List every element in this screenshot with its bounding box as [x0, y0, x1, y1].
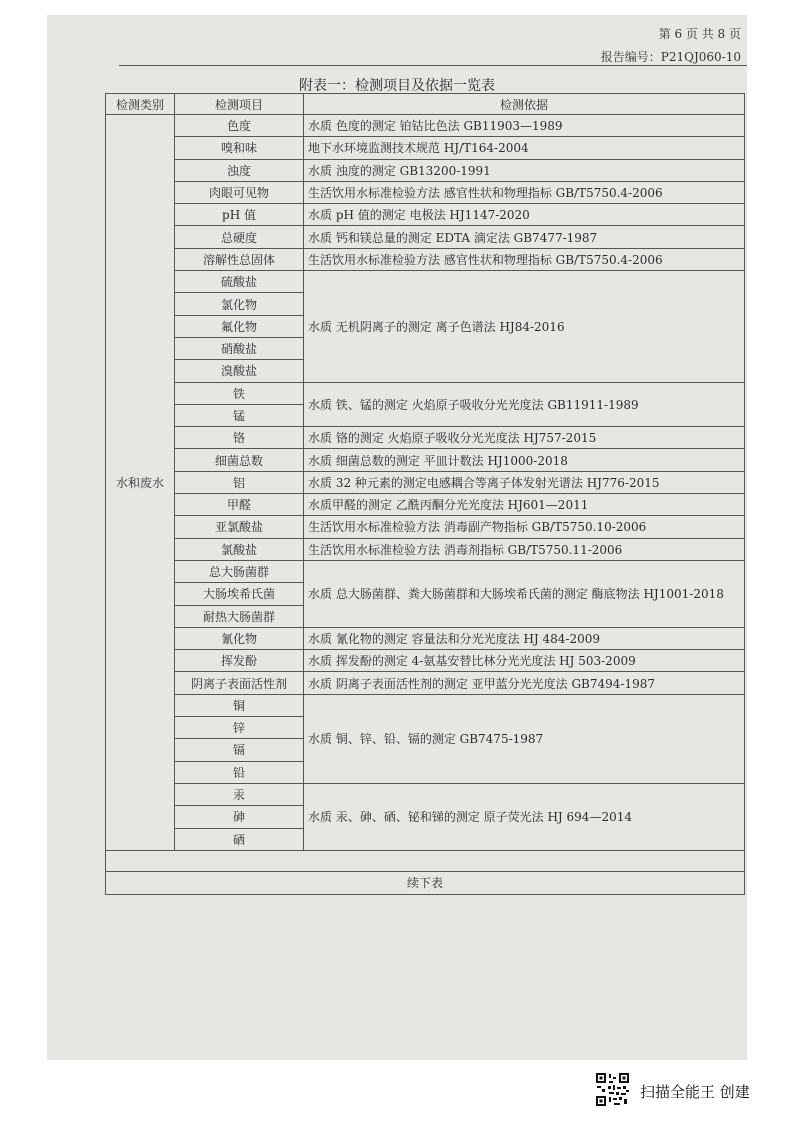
- basis-cell: 水质 阴离子表面活性剂的测定 亚甲蓝分光光度法 GB7494-1987: [304, 672, 745, 694]
- item-cell: 细菌总数: [175, 449, 304, 471]
- item-cell: 氰化物: [175, 627, 304, 649]
- basis-cell: 水质 铬的测定 火焰原子吸收分光光度法 HJ757-2015: [304, 427, 745, 449]
- table-row: [106, 650, 745, 672]
- basis-cell: 生活饮用水标准检验方法 消毒剂指标 GB/T5750.11-2006: [304, 538, 745, 560]
- item-cell: 总硬度: [175, 226, 304, 248]
- item-cell: 铝: [175, 471, 304, 493]
- table-title: 附表一：检测项目及依据一览表: [299, 78, 495, 94]
- basis-cell: 水质 挥发酚的测定 4-氨基安替比林分光光度法 HJ 503-2009: [304, 650, 745, 672]
- document-page: [47, 15, 747, 1060]
- item-cell: 铬: [175, 427, 304, 449]
- table-row: [106, 271, 745, 293]
- header-item: 检测项目: [175, 94, 304, 115]
- item-cell: 铅: [175, 761, 304, 783]
- table-row: [106, 226, 745, 248]
- item-cell: 大肠埃希氏菌: [175, 583, 304, 605]
- basis-cell: 水质 细菌总数的测定 平皿计数法 HJ1000-2018: [304, 449, 745, 471]
- table-row: [106, 181, 745, 203]
- item-cell: 砷: [175, 806, 304, 828]
- item-cell: 氯化物: [175, 293, 304, 315]
- item-cell: 浊度: [175, 159, 304, 181]
- qr-code-icon: [594, 1071, 631, 1108]
- item-cell: 挥发酚: [175, 650, 304, 672]
- item-cell: 锌: [175, 717, 304, 739]
- table-row: [106, 627, 745, 649]
- item-cell: 溶解性总固体: [175, 248, 304, 270]
- table-row: [106, 382, 745, 404]
- table-body: [106, 115, 745, 895]
- table-row: [106, 783, 745, 805]
- table-row: [106, 427, 745, 449]
- header-rule: [119, 65, 747, 66]
- basis-cell: 水质 铁、锰的测定 火焰原子吸收分光光度法 GB11911-1989: [304, 382, 745, 427]
- inspection-table: [105, 93, 745, 895]
- table-row: [106, 159, 745, 181]
- basis-cell: 水质 氰化物的测定 容量法和分光光度法 HJ 484-2009: [304, 627, 745, 649]
- item-cell: 硝酸盐: [175, 337, 304, 359]
- item-cell: 溴酸盐: [175, 360, 304, 382]
- basis-cell: 水质 钙和镁总量的测定 EDTA 滴定法 GB7477-1987: [304, 226, 745, 248]
- blank-row: [106, 850, 745, 871]
- item-cell: 总大肠菌群: [175, 560, 304, 582]
- table-row: [106, 516, 745, 538]
- item-cell: 甲醛: [175, 494, 304, 516]
- item-cell: 亚氯酸盐: [175, 516, 304, 538]
- basis-cell: 水质甲醛的测定 乙酰丙酮分光光度法 HJ601—2011: [304, 494, 745, 516]
- header-category: 检测类别: [106, 94, 175, 115]
- item-cell: 肉眼可见物: [175, 181, 304, 203]
- item-cell: 硫酸盐: [175, 271, 304, 293]
- table-row: [106, 137, 745, 159]
- item-cell: 硒: [175, 828, 304, 850]
- item-cell: 色度: [175, 115, 304, 137]
- basis-cell: 水质 色度的测定 铂钴比色法 GB11903—1989: [304, 115, 745, 137]
- item-cell: 锰: [175, 404, 304, 426]
- item-cell: 镉: [175, 739, 304, 761]
- item-cell: 铜: [175, 694, 304, 716]
- item-cell: 汞: [175, 783, 304, 805]
- basis-cell: 地下水环境监测技术规范 HJ/T164-2004: [304, 137, 745, 159]
- item-cell: 耐热大肠菌群: [175, 605, 304, 627]
- basis-cell: 水质 32 种元素的测定电感耦合等离子体发射光谱法 HJ776-2015: [304, 471, 745, 493]
- category-cell: 水和废水: [106, 115, 175, 851]
- basis-cell: 生活饮用水标准检验方法 感官性状和物理指标 GB/T5750.4-2006: [304, 181, 745, 203]
- header-basis: 检测依据: [304, 94, 745, 115]
- item-cell: 氯酸盐: [175, 538, 304, 560]
- basis-cell: 生活饮用水标准检验方法 消毒副产物指标 GB/T5750.10-2006: [304, 516, 745, 538]
- table-row: [106, 694, 745, 716]
- table-row: [106, 538, 745, 560]
- item-cell: 嗅和味: [175, 137, 304, 159]
- table-row: [106, 672, 745, 694]
- report-number: 报告编号：P21QJ060-10: [600, 50, 741, 64]
- item-cell: 铁: [175, 382, 304, 404]
- table-row: [106, 471, 745, 493]
- item-cell: 阴离子表面活性剂: [175, 672, 304, 694]
- table-row: [106, 115, 745, 137]
- basis-cell: 水质 浊度的测定 GB13200-1991: [304, 159, 745, 181]
- continued-row: [106, 871, 745, 894]
- blank-cell: [106, 850, 745, 871]
- item-cell: 氟化物: [175, 315, 304, 337]
- basis-cell: 水质 pH 值的测定 电极法 HJ1147-2020: [304, 204, 745, 226]
- table-row: [106, 204, 745, 226]
- scanner-watermark: 扫描全能王 创建: [640, 1083, 750, 1101]
- basis-cell: 生活饮用水标准检验方法 感官性状和物理指标 GB/T5750.4-2006: [304, 248, 745, 270]
- table-row: [106, 449, 745, 471]
- basis-cell: 水质 总大肠菌群、粪大肠菌群和大肠埃希氏菌的测定 酶底物法 HJ1001-2018: [304, 560, 745, 627]
- table-row: [106, 560, 745, 582]
- basis-cell: 水质 铜、锌、铅、镉的测定 GB7475-1987: [304, 694, 745, 783]
- item-cell: pH 值: [175, 204, 304, 226]
- table-row: [106, 494, 745, 516]
- basis-cell: 水质 无机阴离子的测定 离子色谱法 HJ84-2016: [304, 271, 745, 382]
- basis-cell: 水质 汞、砷、硒、铋和锑的测定 原子荧光法 HJ 694—2014: [304, 783, 745, 850]
- page-number: 第 6 页 共 8 页: [658, 27, 741, 41]
- table-row: [106, 248, 745, 270]
- continued-note: 续下表: [106, 871, 745, 894]
